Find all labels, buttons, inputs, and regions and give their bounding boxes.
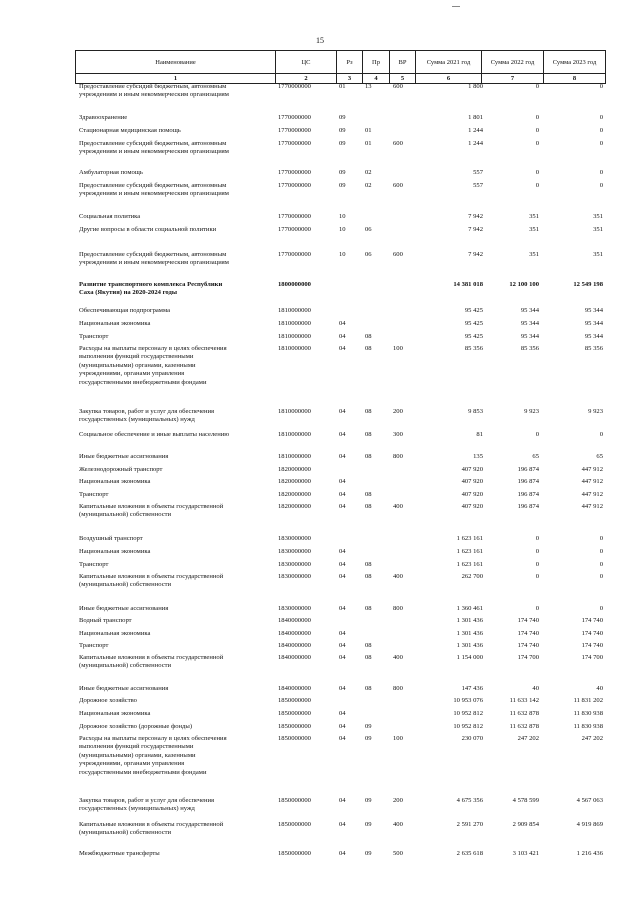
cell-vr: 400 bbox=[393, 821, 403, 828]
cell-vr: 300 bbox=[393, 431, 403, 438]
cell-name: Предоставление субсидий бюджетным, автономным учреждениям и иным некоммерческим организациям bbox=[79, 182, 229, 198]
cell-pr: 08 bbox=[365, 503, 372, 510]
cell-name: Транспорт bbox=[79, 333, 109, 340]
cell-cs: 1770000000 bbox=[278, 182, 311, 189]
cell-y3: 9 923 bbox=[588, 408, 603, 415]
cell-y1: 7 942 bbox=[468, 251, 483, 258]
cell-y1: 147 436 bbox=[461, 685, 483, 692]
cell-y1: 1 801 bbox=[468, 114, 483, 121]
scan-mark bbox=[452, 6, 460, 7]
cell-y1: 407 920 bbox=[461, 466, 483, 473]
cell-y3: 174 740 bbox=[581, 642, 603, 649]
cell-pr: 08 bbox=[365, 642, 372, 649]
cell-pr: 06 bbox=[365, 251, 372, 258]
cell-vr: 200 bbox=[393, 797, 403, 804]
cell-name: Иные бюджетные ассигнования bbox=[79, 685, 169, 692]
page-number: 15 bbox=[316, 36, 324, 45]
cell-cs: 1770000000 bbox=[278, 114, 311, 121]
cell-y2: 9 923 bbox=[524, 408, 539, 415]
cell-cs: 1770000000 bbox=[278, 226, 311, 233]
cell-y2: 2 909 854 bbox=[512, 821, 539, 828]
cell-vr: 200 bbox=[393, 408, 403, 415]
cell-y1: 1 800 bbox=[468, 83, 483, 90]
cell-y1: 135 bbox=[473, 453, 483, 460]
col-number: 3 bbox=[337, 74, 363, 84]
cell-name: Капитальные вложения в объекты государственной (муниципальной) собственности bbox=[79, 573, 224, 589]
cell-pr: 08 bbox=[365, 561, 372, 568]
cell-y3: 12 549 198 bbox=[573, 281, 603, 288]
cell-y3: 0 bbox=[599, 561, 603, 568]
cell-y2: 196 874 bbox=[517, 478, 539, 485]
cell-rz: 04 bbox=[339, 453, 346, 460]
cell-cs: 1770000000 bbox=[278, 251, 311, 258]
cell-y2: 95 344 bbox=[520, 333, 539, 340]
cell-name: Амбулаторная помощь bbox=[79, 169, 143, 176]
cell-rz: 04 bbox=[339, 561, 346, 568]
cell-pr: 08 bbox=[365, 654, 372, 661]
cell-y3: 95 344 bbox=[584, 333, 603, 340]
cell-cs: 1810000000 bbox=[278, 408, 311, 415]
cell-name: Национальная экономика bbox=[79, 478, 151, 485]
cell-cs: 1820000000 bbox=[278, 491, 311, 498]
cell-y2: 196 874 bbox=[517, 503, 539, 510]
cell-cs: 1830000000 bbox=[278, 561, 311, 568]
cell-name: Дорожное хозяйство (дорожные фонды) bbox=[79, 723, 193, 730]
cell-name: Межбюджетные трансферты bbox=[79, 850, 160, 857]
cell-y3: 65 bbox=[596, 453, 603, 460]
cell-vr: 600 bbox=[393, 140, 403, 147]
cell-y2: 0 bbox=[535, 169, 539, 176]
cell-y1: 407 920 bbox=[461, 491, 483, 498]
cell-y1: 10 953 076 bbox=[453, 697, 483, 704]
cell-y2: 0 bbox=[535, 114, 539, 121]
cell-name: Стационарная медицинская помощь bbox=[79, 127, 181, 134]
cell-cs: 1810000000 bbox=[278, 345, 311, 352]
cell-y2: 0 bbox=[535, 140, 539, 147]
cell-y1: 1 623 161 bbox=[456, 561, 483, 568]
cell-vr: 100 bbox=[393, 735, 403, 742]
cell-vr: 800 bbox=[393, 453, 403, 460]
cell-rz: 04 bbox=[339, 654, 346, 661]
cell-y2: 65 bbox=[532, 453, 539, 460]
cell-y2: 12 100 100 bbox=[509, 281, 539, 288]
cell-pr: 01 bbox=[365, 140, 372, 147]
cell-cs: 1820000000 bbox=[278, 478, 311, 485]
cell-name: Обеспечивающая подпрограмма bbox=[79, 307, 171, 314]
header-pr: Пр bbox=[363, 51, 390, 74]
cell-y2: 0 bbox=[535, 573, 539, 580]
cell-name: Национальная экономика bbox=[79, 710, 151, 717]
cell-cs: 1850000000 bbox=[278, 850, 311, 857]
cell-name: Капитальные вложения в объекты государственной (муниципальной) собственности bbox=[79, 654, 224, 670]
cell-y3: 11 830 938 bbox=[573, 710, 603, 717]
cell-y3: 0 bbox=[599, 431, 603, 438]
cell-vr: 400 bbox=[393, 503, 403, 510]
cell-cs: 1850000000 bbox=[278, 797, 311, 804]
cell-vr: 400 bbox=[393, 573, 403, 580]
cell-rz: 04 bbox=[339, 850, 346, 857]
header-vr: ВР bbox=[390, 51, 416, 74]
cell-name: Предоставление субсидий бюджетным, автономным учреждениям и иным некоммерческим организациям bbox=[79, 140, 229, 156]
cell-cs: 1850000000 bbox=[278, 723, 311, 730]
cell-y1: 557 bbox=[473, 182, 483, 189]
cell-cs: 1840000000 bbox=[278, 617, 311, 624]
cell-name: Капитальные вложения в объекты государственной (муниципальной) собственности bbox=[79, 821, 224, 837]
cell-cs: 1810000000 bbox=[278, 320, 311, 327]
cell-y2: 11 632 878 bbox=[509, 723, 539, 730]
cell-pr: 02 bbox=[365, 169, 372, 176]
cell-rz: 04 bbox=[339, 797, 346, 804]
cell-pr: 08 bbox=[365, 408, 372, 415]
cell-y1: 1 360 461 bbox=[456, 605, 483, 612]
cell-y2: 351 bbox=[529, 251, 539, 258]
cell-y1: 7 942 bbox=[468, 213, 483, 220]
cell-pr: 08 bbox=[365, 685, 372, 692]
cell-y3: 11 830 938 bbox=[573, 723, 603, 730]
cell-y1: 7 942 bbox=[468, 226, 483, 233]
cell-pr: 08 bbox=[365, 573, 372, 580]
cell-name: Расходы на выплаты персоналу в целях обеспечения выполнения функций государственными (муниципальными) органами, казенными учреждениями, органами управления государственными внебюджетными фондами bbox=[79, 735, 227, 776]
cell-name: Социальная политика bbox=[79, 213, 141, 220]
cell-y3: 95 344 bbox=[584, 307, 603, 314]
cell-vr: 800 bbox=[393, 605, 403, 612]
cell-y2: 95 344 bbox=[520, 320, 539, 327]
cell-y1: 230 070 bbox=[461, 735, 483, 742]
cell-pr: 01 bbox=[365, 127, 372, 134]
cell-rz: 04 bbox=[339, 630, 346, 637]
cell-y2: 174 740 bbox=[517, 617, 539, 624]
cell-y1: 407 920 bbox=[461, 478, 483, 485]
cell-cs: 1850000000 bbox=[278, 735, 311, 742]
cell-y2: 0 bbox=[535, 182, 539, 189]
cell-y2: 0 bbox=[535, 605, 539, 612]
cell-y2: 247 202 bbox=[517, 735, 539, 742]
cell-rz: 04 bbox=[339, 431, 346, 438]
cell-cs: 1770000000 bbox=[278, 169, 311, 176]
cell-rz: 04 bbox=[339, 573, 346, 580]
cell-rz: 04 bbox=[339, 605, 346, 612]
cell-y1: 14 381 018 bbox=[453, 281, 483, 288]
cell-cs: 1840000000 bbox=[278, 630, 311, 637]
cell-cs: 1810000000 bbox=[278, 453, 311, 460]
cell-cs: 1770000000 bbox=[278, 127, 311, 134]
col-number: 2 bbox=[276, 74, 337, 84]
cell-y3: 95 344 bbox=[584, 320, 603, 327]
cell-y2: 351 bbox=[529, 226, 539, 233]
cell-rz: 10 bbox=[339, 226, 346, 233]
cell-name: Национальная экономика bbox=[79, 630, 151, 637]
cell-cs: 1840000000 bbox=[278, 685, 311, 692]
cell-cs: 1810000000 bbox=[278, 307, 311, 314]
cell-y3: 1 216 436 bbox=[576, 850, 603, 857]
cell-cs: 1770000000 bbox=[278, 83, 311, 90]
cell-y1: 95 425 bbox=[464, 333, 483, 340]
cell-y1: 81 bbox=[476, 431, 483, 438]
cell-rz: 04 bbox=[339, 735, 346, 742]
cell-y1: 2 591 270 bbox=[456, 821, 483, 828]
cell-y3: 0 bbox=[599, 83, 603, 90]
cell-name: Закупка товаров, работ и услуг для обеспечения государственных (муниципальных) нужд bbox=[79, 797, 215, 813]
cell-y1: 1 301 436 bbox=[456, 642, 483, 649]
cell-y3: 447 912 bbox=[581, 478, 603, 485]
cell-pr: 09 bbox=[365, 850, 372, 857]
cell-rz: 09 bbox=[339, 127, 346, 134]
cell-pr: 13 bbox=[365, 83, 372, 90]
cell-y2: 196 874 bbox=[517, 491, 539, 498]
cell-rz: 10 bbox=[339, 213, 346, 220]
cell-y3: 11 831 202 bbox=[573, 697, 603, 704]
cell-y3: 174 740 bbox=[581, 617, 603, 624]
cell-name: Водный транспорт bbox=[79, 617, 132, 624]
col-number: 5 bbox=[390, 74, 416, 84]
cell-y1: 262 700 bbox=[461, 573, 483, 580]
cell-y3: 0 bbox=[599, 169, 603, 176]
cell-y1: 1 623 161 bbox=[456, 548, 483, 555]
cell-y3: 0 bbox=[599, 548, 603, 555]
cell-y3: 0 bbox=[599, 127, 603, 134]
cell-y3: 0 bbox=[599, 114, 603, 121]
cell-y3: 85 356 bbox=[584, 345, 603, 352]
cell-cs: 1820000000 bbox=[278, 503, 311, 510]
cell-name: Национальная экономика bbox=[79, 548, 151, 555]
cell-y1: 95 425 bbox=[464, 320, 483, 327]
cell-name: Национальная экономика bbox=[79, 320, 151, 327]
cell-cs: 1830000000 bbox=[278, 548, 311, 555]
col-number: 7 bbox=[482, 74, 544, 84]
header-sum-2022: Сумма 2022 год bbox=[482, 51, 544, 74]
cell-cs: 1850000000 bbox=[278, 821, 311, 828]
cell-y3: 0 bbox=[599, 535, 603, 542]
cell-rz: 09 bbox=[339, 169, 346, 176]
cell-rz: 04 bbox=[339, 320, 346, 327]
cell-cs: 1830000000 bbox=[278, 573, 311, 580]
cell-y3: 247 202 bbox=[581, 735, 603, 742]
cell-pr: 08 bbox=[365, 453, 372, 460]
cell-y3: 447 912 bbox=[581, 466, 603, 473]
cell-rz: 04 bbox=[339, 821, 346, 828]
cell-y3: 0 bbox=[599, 573, 603, 580]
cell-rz: 04 bbox=[339, 710, 346, 717]
cell-vr: 600 bbox=[393, 182, 403, 189]
cell-rz: 10 bbox=[339, 251, 346, 258]
cell-y2: 0 bbox=[535, 535, 539, 542]
cell-vr: 400 bbox=[393, 654, 403, 661]
cell-cs: 1770000000 bbox=[278, 213, 311, 220]
cell-y1: 1 244 bbox=[468, 127, 483, 134]
col-number: 8 bbox=[544, 74, 606, 84]
cell-y1: 1 623 161 bbox=[456, 535, 483, 542]
cell-y1: 1 154 000 bbox=[456, 654, 483, 661]
cell-rz: 04 bbox=[339, 491, 346, 498]
cell-rz: 04 bbox=[339, 408, 346, 415]
cell-y2: 0 bbox=[535, 548, 539, 555]
cell-pr: 08 bbox=[365, 345, 372, 352]
cell-y3: 351 bbox=[593, 251, 603, 258]
header-sum-2021: Сумма 2021 год bbox=[416, 51, 482, 74]
cell-y3: 4 567 063 bbox=[576, 797, 603, 804]
cell-y2: 3 103 421 bbox=[512, 850, 539, 857]
cell-y1: 10 952 812 bbox=[453, 710, 483, 717]
cell-y3: 174 700 bbox=[581, 654, 603, 661]
cell-pr: 06 bbox=[365, 226, 372, 233]
cell-y1: 557 bbox=[473, 169, 483, 176]
cell-pr: 08 bbox=[365, 431, 372, 438]
cell-name: Транспорт bbox=[79, 561, 109, 568]
cell-y3: 0 bbox=[599, 140, 603, 147]
cell-y2: 0 bbox=[535, 127, 539, 134]
cell-y2: 351 bbox=[529, 213, 539, 220]
header-name: Наименование bbox=[76, 51, 276, 74]
cell-name: Предоставление субсидий бюджетным, автономным учреждениям и иным некоммерческим организациям bbox=[79, 251, 229, 267]
cell-name: Иные бюджетные ассигнования bbox=[79, 453, 169, 460]
cell-name: Транспорт bbox=[79, 642, 109, 649]
cell-pr: 08 bbox=[365, 491, 372, 498]
cell-rz: 04 bbox=[339, 642, 346, 649]
cell-vr: 600 bbox=[393, 83, 403, 90]
cell-y1: 10 952 812 bbox=[453, 723, 483, 730]
table-header bbox=[75, 50, 606, 84]
cell-cs: 1850000000 bbox=[278, 710, 311, 717]
cell-y2: 174 740 bbox=[517, 630, 539, 637]
cell-cs: 1830000000 bbox=[278, 605, 311, 612]
cell-name: Иные бюджетные ассигнования bbox=[79, 605, 169, 612]
cell-y2: 40 bbox=[532, 685, 539, 692]
cell-y2: 196 874 bbox=[517, 466, 539, 473]
cell-y2: 85 356 bbox=[520, 345, 539, 352]
cell-y1: 407 920 bbox=[461, 503, 483, 510]
cell-name: Здравоохранение bbox=[79, 114, 128, 121]
cell-name: Воздушный транспорт bbox=[79, 535, 143, 542]
cell-cs: 1770000000 bbox=[278, 140, 311, 147]
cell-y2: 0 bbox=[535, 83, 539, 90]
col-number: 1 bbox=[76, 74, 276, 84]
cell-pr: 08 bbox=[365, 605, 372, 612]
cell-cs: 1800000000 bbox=[278, 281, 311, 288]
cell-y3: 351 bbox=[593, 226, 603, 233]
header-cs: ЦС bbox=[276, 51, 337, 74]
cell-cs: 1850000000 bbox=[278, 697, 311, 704]
cell-cs: 1840000000 bbox=[278, 642, 311, 649]
cell-y3: 174 740 bbox=[581, 630, 603, 637]
cell-pr: 09 bbox=[365, 735, 372, 742]
cell-vr: 800 bbox=[393, 685, 403, 692]
cell-y3: 40 bbox=[596, 685, 603, 692]
cell-y3: 447 912 bbox=[581, 491, 603, 498]
cell-y1: 4 675 356 bbox=[456, 797, 483, 804]
cell-rz: 09 bbox=[339, 182, 346, 189]
cell-y3: 4 919 869 bbox=[576, 821, 603, 828]
cell-y3: 351 bbox=[593, 213, 603, 220]
col-number: 4 bbox=[363, 74, 390, 84]
header-rz: Рз bbox=[337, 51, 363, 74]
cell-y2: 174 700 bbox=[517, 654, 539, 661]
cell-pr: 09 bbox=[365, 821, 372, 828]
cell-y1: 2 635 618 bbox=[456, 850, 483, 857]
cell-pr: 09 bbox=[365, 723, 372, 730]
cell-rz: 09 bbox=[339, 140, 346, 147]
cell-rz: 01 bbox=[339, 83, 346, 90]
cell-cs: 1820000000 bbox=[278, 466, 311, 473]
cell-y2: 11 632 878 bbox=[509, 710, 539, 717]
cell-y2: 4 578 599 bbox=[512, 797, 539, 804]
cell-y2: 95 344 bbox=[520, 307, 539, 314]
cell-y1: 1 301 436 bbox=[456, 630, 483, 637]
cell-vr: 100 bbox=[393, 345, 403, 352]
cell-y1: 1 244 bbox=[468, 140, 483, 147]
cell-y3: 447 912 bbox=[581, 503, 603, 510]
cell-rz: 04 bbox=[339, 345, 346, 352]
cell-rz: 04 bbox=[339, 503, 346, 510]
cell-rz: 04 bbox=[339, 333, 346, 340]
cell-cs: 1830000000 bbox=[278, 535, 311, 542]
col-number: 6 bbox=[416, 74, 482, 84]
cell-y2: 11 633 142 bbox=[509, 697, 539, 704]
cell-y2: 174 740 bbox=[517, 642, 539, 649]
cell-y1: 9 853 bbox=[468, 408, 483, 415]
cell-rz: 09 bbox=[339, 114, 346, 121]
cell-name: Железнодорожный транспорт bbox=[79, 466, 163, 473]
cell-rz: 04 bbox=[339, 723, 346, 730]
cell-y2: 0 bbox=[535, 561, 539, 568]
cell-y1: 1 301 436 bbox=[456, 617, 483, 624]
cell-vr: 500 bbox=[393, 850, 403, 857]
cell-name: Закупка товаров, работ и услуг для обеспечения государственных (муниципальных) нужд bbox=[79, 408, 215, 424]
cell-y2: 0 bbox=[535, 431, 539, 438]
cell-rz: 04 bbox=[339, 478, 346, 485]
cell-y3: 0 bbox=[599, 182, 603, 189]
cell-name: Капитальные вложения в объекты государственной (муниципальной) собственности bbox=[79, 503, 224, 519]
cell-name: Дорожное хозяйство bbox=[79, 697, 137, 704]
cell-name: Развитие транспортного комплекса Республики Саха (Якутия) на 2020-2024 годы bbox=[79, 281, 223, 297]
cell-y3: 0 bbox=[599, 605, 603, 612]
cell-y1: 85 356 bbox=[464, 345, 483, 352]
cell-cs: 1840000000 bbox=[278, 654, 311, 661]
cell-name: Другие вопросы в области социальной политики bbox=[79, 226, 217, 233]
cell-rz: 04 bbox=[339, 548, 346, 555]
cell-y1: 95 425 bbox=[464, 307, 483, 314]
cell-cs: 1810000000 bbox=[278, 431, 311, 438]
cell-name: Транспорт bbox=[79, 491, 109, 498]
cell-pr: 02 bbox=[365, 182, 372, 189]
cell-vr: 600 bbox=[393, 251, 403, 258]
cell-cs: 1810000000 bbox=[278, 333, 311, 340]
cell-pr: 08 bbox=[365, 333, 372, 340]
header-sum-2023: Сумма 2023 год bbox=[544, 51, 606, 74]
cell-name: Социальное обеспечение и иные выплаты населению bbox=[79, 431, 230, 438]
cell-name: Расходы на выплаты персоналу в целях обеспечения выполнения функций государственными (муниципальными) органами, казенными учреждениями, органами управления государственными внебюджетными фондами bbox=[79, 345, 227, 386]
cell-name: Предоставление субсидий бюджетным, автономным учреждениям и иным некоммерческим организациям bbox=[79, 83, 229, 99]
cell-pr: 09 bbox=[365, 797, 372, 804]
cell-rz: 04 bbox=[339, 685, 346, 692]
